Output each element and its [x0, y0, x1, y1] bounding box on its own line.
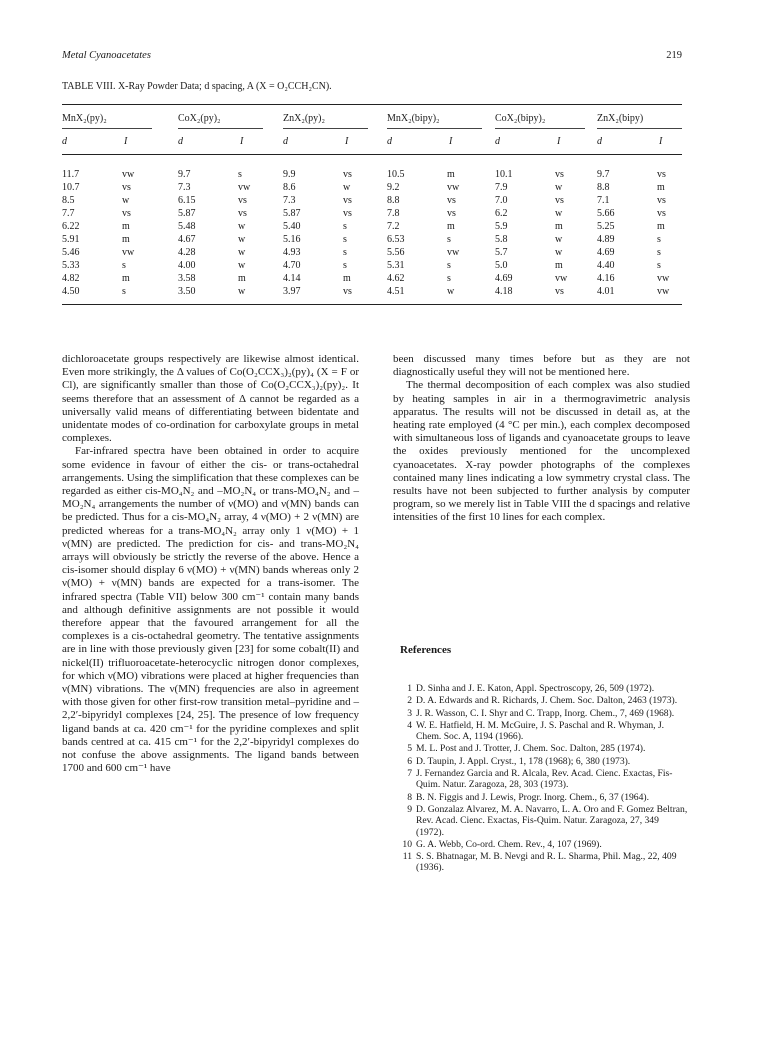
- reference-text: J. R. Wasson, C. I. Shyr and C. Trapp, Inorg. Chem., 7, 469 (1968).: [416, 707, 675, 719]
- reference-text: B. N. Figgis and J. Lewis, Progr. Inorg. Chem., 6, 37 (1964).: [416, 791, 649, 803]
- table-cell-d: 7.1: [597, 195, 610, 206]
- column-group-header: MnX₂(py)₂: [62, 113, 107, 124]
- table-cell-intensity: m: [122, 221, 130, 232]
- paragraph: Far-infrared spectra have been obtained in order to acquire some evidence in favour of either the cis- or trans-octahedral arrangements. Using the simplification that these complexes can be regarded as either cis-MO₄N₂ and –MO₂N₄ or trans-MO₄N₂ and –MO₂N₄ arrangements the number of ν(MO) and ν(MN) bands can be predicted. Thus for a cis-MO₄N₂ array, 4 ν(MO) + 2 ν(MN) are predicted whereas for a trans-MO₄N₂ array only 1 ν(MO) + 1 ν(MN) are predicted. The prediction for cis- and trans-MO₂N₄ arrays will obviously be strictly the reverse of the above. Hence a cis-isomer should display 6 ν(MO) + ν(MN) bands whereas only 2 ν(MO) + ν(MN) bands are expected for a trans-isomer. The infrared spectra (Table VII) below 300 cm⁻¹ contain many bands and although definitive assignments are not possible it would therefore appear that the favoured arrangement for all the complexes is a cis-octahedral geometry. The tentative assignments are in line with those previously given [23] for some cobalt(II) and nickel(II) trifluoroacetate-heterocyclic nitrogen donor complexes, for which ν(MO) vibrations were placed at higher frequencies than ν(MN) vibrations. The ν(MN) frequencies are also in agreement with those given for other first-row transition metal–pyridine and –2,2′-bipyridyl complexes [24, 25]. The presence of low frequency ligand bands at ca. 420 cm⁻¹ for the pyridine complexes and split bands centred at ca. 415 cm⁻¹ for the 2,2′-bipyridyl complexes do not confuse the above assignments. The ligand bands between 1700 and 600 cm⁻¹ have: [62, 445, 359, 775]
- table-cell-intensity: m: [343, 273, 351, 284]
- table-cell-d: 9.9: [283, 169, 296, 180]
- reference-text: J. Fernandez Garcia and R. Alcala, Rev. Acad. Cienc. Exactas, Fis-Quim. Natur. Zaragoza, 28, 303 (1973).: [416, 768, 673, 791]
- table-cell-d: 4.18: [495, 286, 513, 297]
- table-cell-intensity: s: [343, 221, 347, 232]
- table-cell-d: 4.50: [62, 286, 80, 297]
- reference-number: 8: [407, 791, 412, 803]
- table-cell-d: 4.40: [597, 260, 615, 271]
- table-cell-intensity: s: [657, 247, 661, 258]
- table-cell-intensity: vs: [343, 208, 352, 219]
- table-cell-intensity: m: [122, 234, 130, 245]
- table-cell-intensity: w: [238, 234, 246, 245]
- table-cell-d: 8.8: [387, 195, 400, 206]
- table-cell-d: 4.01: [597, 286, 615, 297]
- column-group-header: CoX₂(bipy)₂: [495, 113, 546, 124]
- table-cell-intensity: w: [555, 247, 563, 258]
- table-cell-d: 7.8: [387, 208, 400, 219]
- reference-number: 9: [407, 803, 412, 815]
- table-cell-intensity: vs: [343, 195, 352, 206]
- reference-number: 11: [402, 851, 412, 863]
- table-cell-d: 4.67: [178, 234, 196, 245]
- table-cell-d: 7.2: [387, 221, 400, 232]
- right-column-text: [393, 353, 690, 525]
- table-cell-d: 9.7: [178, 169, 191, 180]
- table-cell-d: 5.25: [597, 221, 615, 232]
- column-group-rule: [495, 128, 585, 129]
- table-cell-d: 8.8: [597, 182, 610, 193]
- column-group-rule: [283, 128, 368, 129]
- reference-number: 10: [402, 838, 412, 850]
- table-cell-d: 7.7: [62, 208, 75, 219]
- table-cell-d: 5.7: [495, 247, 508, 258]
- subheader-d: d: [387, 136, 392, 147]
- table-cell-intensity: vs: [555, 195, 564, 206]
- table-cell-d: 5.16: [283, 234, 301, 245]
- column-group-rule: [62, 128, 152, 129]
- reference-item: [398, 743, 688, 754]
- table-cell-d: 4.93: [283, 247, 301, 258]
- reference-item: [398, 708, 688, 719]
- subheader-intensity: I: [240, 136, 244, 147]
- table-cell-d: 3.97: [283, 286, 301, 297]
- reference-item: [398, 839, 688, 850]
- references-list: [398, 683, 688, 875]
- table-cell-d: 5.31: [387, 260, 405, 271]
- table-cell-intensity: w: [555, 234, 563, 245]
- reference-item: [398, 768, 688, 791]
- table-cell-intensity: vw: [238, 182, 251, 193]
- table-cell-intensity: vw: [555, 273, 568, 284]
- table-cell-d: 5.87: [178, 208, 196, 219]
- table-cell-intensity: vs: [447, 208, 456, 219]
- table-cell-intensity: vs: [238, 208, 247, 219]
- column-group-rule: [178, 128, 263, 129]
- table-cell-d: 5.40: [283, 221, 301, 232]
- subheader-intensity: I: [557, 136, 561, 147]
- running-head: [62, 50, 682, 66]
- table-cell-intensity: w: [238, 286, 246, 297]
- table-cell-d: 7.9: [495, 182, 508, 193]
- table-cell-intensity: w: [122, 195, 130, 206]
- table-cell-intensity: w: [238, 260, 246, 271]
- table-cell-intensity: s: [343, 234, 347, 245]
- table-cell-intensity: m: [555, 260, 563, 271]
- table-cell-d: 7.3: [178, 182, 191, 193]
- reference-number: 5: [407, 743, 412, 755]
- reference-text: S. S. Bhatnagar, M. B. Nevgi and R. L. Sharma, Phil. Mag., 22, 409 (1936).: [416, 851, 677, 874]
- reference-number: 1: [407, 683, 412, 694]
- reference-item: [398, 683, 688, 694]
- table-cell-d: 5.56: [387, 247, 405, 258]
- table-cell-intensity: w: [238, 221, 246, 232]
- column-group-header: MnX₂(bipy)₂: [387, 113, 440, 124]
- table-cell-intensity: w: [447, 286, 455, 297]
- table-cell-intensity: s: [122, 260, 126, 271]
- table-cell-intensity: vs: [447, 195, 456, 206]
- table-cell-d: 4.89: [597, 234, 615, 245]
- subheader-d: d: [283, 136, 288, 147]
- subheader-intensity: I: [124, 136, 128, 147]
- table-cell-d: 4.51: [387, 286, 405, 297]
- table-cell-intensity: vs: [122, 208, 131, 219]
- table-cell-intensity: w: [343, 182, 351, 193]
- reference-item: [398, 720, 688, 743]
- subheader-d: d: [62, 136, 67, 147]
- table-cell-intensity: s: [238, 169, 242, 180]
- table-cell-d: 5.48: [178, 221, 196, 232]
- table-cell-d: 5.0: [495, 260, 508, 271]
- table-cell-d: 5.66: [597, 208, 615, 219]
- reference-number: 6: [407, 755, 412, 767]
- table-cell-d: 5.33: [62, 260, 80, 271]
- table-top-rule: [62, 104, 682, 105]
- table-cell-d: 5.8: [495, 234, 508, 245]
- table-cell-d: 8.6: [283, 182, 296, 193]
- paragraph: The thermal decomposition of each complex was also studied by heating samples in air in a thermogravimetric analysis apparatus. The results will not be discussed in detail as, at the heating rate employed (4 °C per min.), each complex decomposed with simultaneous loss of ligands and cyanoacetate groups to leave the oxides previously mentioned for the uncomplexed cyanoacetates. X-ray powder photographs of the complexes contained many lines indicating a low symmetry crystal class. The results have not been subjected to further analysis by computer program, so we merely list in Table VIII the d spacings and relative intensities of the first 10 lines for each complex.: [393, 379, 690, 524]
- left-column-text: [62, 353, 359, 776]
- table-caption: TABLE VIII. X-Ray Powder Data; d spacing, A (X = O₂CCH₂CN).: [62, 81, 332, 92]
- table-cell-d: 5.91: [62, 234, 80, 245]
- reference-item: [398, 695, 688, 706]
- table-cell-d: 5.9: [495, 221, 508, 232]
- subheader-intensity: I: [449, 136, 453, 147]
- table-cell-d: 5.46: [62, 247, 80, 258]
- reference-text: M. L. Post and J. Trotter, J. Chem. Soc. Dalton, 285 (1974).: [416, 743, 646, 755]
- table-cell-d: 4.62: [387, 273, 405, 284]
- journal-title: Metal Cyanoacetates: [62, 50, 151, 61]
- table-bottom-rule: [62, 304, 682, 305]
- table-cell-intensity: w: [555, 182, 563, 193]
- table-cell-intensity: w: [238, 247, 246, 258]
- paragraph: been discussed many times before but as they are not diagnostically useful they will not be mentioned here.: [393, 353, 690, 379]
- table-cell-intensity: m: [238, 273, 246, 284]
- table-cell-d: 4.82: [62, 273, 80, 284]
- table-cell-intensity: vs: [657, 208, 666, 219]
- reference-text: D. Gonzalaz Alvarez, M. A. Navarro, L. A. Oro and F. Gomez Beltran, Rev. Acad. Cienc. Exactas, Fis-Quim. Natur. Zaragoza, 27, 349 (1972).: [416, 803, 688, 838]
- table-cell-intensity: m: [447, 169, 455, 180]
- table-cell-intensity: s: [447, 234, 451, 245]
- column-group-header: ZnX₂(bipy): [597, 113, 644, 124]
- reference-item: [398, 792, 688, 803]
- reference-text: D. Sinha and J. E. Katon, Appl. Spectroscopy, 26, 509 (1972).: [416, 683, 655, 694]
- column-group-header: ZnX₂(py)₂: [283, 113, 325, 124]
- table-cell-d: 9.7: [597, 169, 610, 180]
- table-cell-intensity: vs: [657, 195, 666, 206]
- table-cell-d: 3.50: [178, 286, 196, 297]
- table-cell-d: 7.0: [495, 195, 508, 206]
- table-cell-d: 6.15: [178, 195, 196, 206]
- column-group-rule: [387, 128, 482, 129]
- subheader-d: d: [178, 136, 183, 147]
- table-cell-d: 6.2: [495, 208, 508, 219]
- table-cell-intensity: s: [447, 260, 451, 271]
- table-cell-intensity: m: [657, 182, 665, 193]
- table-cell-d: 4.69: [597, 247, 615, 258]
- table-cell-d: 6.22: [62, 221, 80, 232]
- references-heading: References: [400, 644, 452, 656]
- table-cell-intensity: m: [555, 221, 563, 232]
- table-cell-intensity: vs: [555, 286, 564, 297]
- table-cell-intensity: s: [657, 260, 661, 271]
- table-cell-d: 4.14: [283, 273, 301, 284]
- table-cell-d: 6.53: [387, 234, 405, 245]
- table-cell-intensity: s: [343, 260, 347, 271]
- table-cell-d: 9.2: [387, 182, 400, 193]
- paragraph: dichloroacetate groups respectively are likewise almost identical. Even more strikingly, the Δ values of Co(O₂CCX₃)₂(py)₄ (X = F or Cl), are significantly smaller than those of Co(O₂CCX₃)₂(py)₂. It seems therefore that an assessment of Δ cannot be regarded as a universally valid means of differentiating between bidentate and unidentate modes of co-ordination for carboxylate groups in metal complexes.: [62, 353, 359, 445]
- table-cell-d: 4.00: [178, 260, 196, 271]
- table-cell-intensity: vw: [657, 273, 670, 284]
- table-cell-d: 7.3: [283, 195, 296, 206]
- table-cell-intensity: w: [555, 208, 563, 219]
- table-cell-intensity: s: [343, 247, 347, 258]
- table-cell-d: 10.7: [62, 182, 80, 193]
- table-cell-d: 3.58: [178, 273, 196, 284]
- subheader-intensity: I: [659, 136, 663, 147]
- table-cell-d: 4.70: [283, 260, 301, 271]
- reference-text: W. E. Hatfield, H. M. McGuire, J. S. Paschal and R. Whyman, J. Chem. Soc. A, 1194 (1966).: [416, 719, 665, 743]
- table-cell-intensity: vw: [657, 286, 670, 297]
- table-cell-intensity: vs: [343, 169, 352, 180]
- table-cell-intensity: s: [447, 273, 451, 284]
- reference-number: 3: [407, 707, 412, 719]
- reference-item: [398, 756, 688, 767]
- reference-number: 4: [407, 719, 412, 731]
- reference-item: [398, 804, 688, 838]
- column-group-header: CoX₂(py)₂: [178, 113, 221, 124]
- table-cell-intensity: vs: [122, 182, 131, 193]
- table-cell-d: 5.87: [283, 208, 301, 219]
- table-cell-intensity: vw: [447, 182, 460, 193]
- table-cell-intensity: vs: [555, 169, 564, 180]
- reference-number: 2: [407, 695, 412, 707]
- reference-text: D. Taupin, J. Appl. Cryst., 1, 178 (1968); 6, 380 (1973).: [416, 755, 631, 767]
- page-number: 219: [666, 50, 682, 61]
- reference-text: D. A. Edwards and R. Richards, J. Chem. Soc. Dalton, 2463 (1973).: [416, 695, 678, 707]
- column-group-rule: [597, 128, 682, 129]
- table-cell-intensity: vs: [657, 169, 666, 180]
- table-cell-d: 8.5: [62, 195, 75, 206]
- subheader-d: d: [597, 136, 602, 147]
- table-cell-intensity: vw: [122, 169, 135, 180]
- table-header-rule: [62, 154, 682, 155]
- table-cell-d: 11.7: [62, 169, 80, 180]
- table-cell-d: 4.28: [178, 247, 196, 258]
- table-cell-intensity: vw: [447, 247, 460, 258]
- reference-item: [398, 851, 688, 874]
- table-cell-intensity: m: [447, 221, 455, 232]
- table-cell-intensity: s: [122, 286, 126, 297]
- table-cell-intensity: s: [657, 234, 661, 245]
- reference-text: G. A. Webb, Co-ord. Chem. Rev., 4, 107 (1969).: [416, 838, 602, 850]
- subheader-intensity: I: [345, 136, 349, 147]
- reference-number: 7: [407, 768, 412, 780]
- table-cell-d: 4.16: [597, 273, 615, 284]
- subheader-d: d: [495, 136, 500, 147]
- table-cell-intensity: vs: [343, 286, 352, 297]
- table-cell-d: 10.5: [387, 169, 405, 180]
- table-cell-intensity: m: [657, 221, 665, 232]
- table-cell-intensity: vs: [238, 195, 247, 206]
- table-cell-d: 4.69: [495, 273, 513, 284]
- table-cell-intensity: vw: [122, 247, 135, 258]
- table-cell-d: 10.1: [495, 169, 513, 180]
- table-cell-intensity: m: [122, 273, 130, 284]
